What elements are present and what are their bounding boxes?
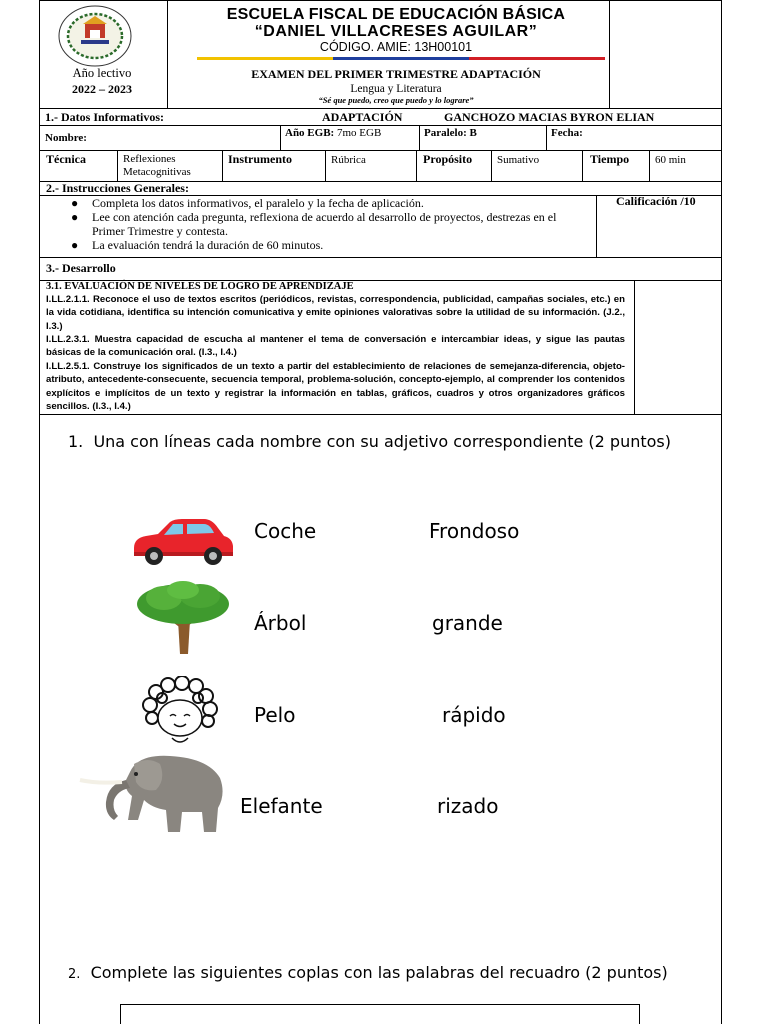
rule (325, 150, 326, 181)
word-box (120, 1004, 640, 1024)
question-2-text: Complete las siguientes coplas con las palabras del recuadro (2 puntos) (90, 963, 668, 982)
rule (39, 414, 722, 415)
rule (634, 280, 635, 414)
question-1-number: 1. (68, 432, 84, 451)
section-title-instructions: 2.- Instrucciones Generales: (46, 181, 189, 195)
instruction-item (68, 196, 588, 210)
rule (416, 150, 417, 181)
instruction-text: Completa los datos informativos, el paralelo y la fecha de aplicación. (92, 196, 424, 210)
school-year-label: Año lectivo (72, 66, 132, 80)
motto: “Sé que puedo, creo que puedo y lo lograre” (318, 95, 474, 105)
flag-stripe (197, 57, 605, 60)
date-label: Fecha: (551, 127, 583, 139)
rule (167, 0, 168, 108)
elephant-icon (78, 750, 230, 836)
school-logo (57, 4, 133, 68)
curly-hair-girl-icon (136, 676, 224, 752)
exam-title: EXAMEN DEL PRIMER TRIMESTRE ADAPTACIÓN (251, 67, 541, 81)
levels-title: 3.1. EVALUACIÓN DE NIVELES DE LOGRO DE APRENDIZAJE (46, 281, 354, 292)
rule (39, 125, 722, 126)
noun-elefante: Elefante (240, 794, 323, 818)
question-1 (68, 433, 671, 451)
rule (546, 125, 547, 150)
instrument-label: Instrumento (228, 152, 293, 166)
stripe-blue (333, 57, 469, 60)
noun-arbol: Árbol (254, 611, 307, 635)
adjective-grande: grande (432, 611, 503, 635)
question-2-number: 2. (68, 967, 81, 982)
stripe-yellow (197, 57, 333, 60)
rule (39, 257, 722, 258)
bullet-icon: ● (71, 238, 79, 252)
indicator-1: I.LL.2.1.1. Reconoce el uso de textos escritos (periódicos, revistas, correspondencia, publicidad, campañas sociales, etc.) en la vida cotidiana, identifica su intención comunicativa y emite opiniones valorativas sobre la utilidad de su información. (J.2., I.3.) (46, 294, 625, 332)
rule (39, 150, 722, 151)
bullet-icon: ● (71, 196, 79, 210)
time-label: Tiempo (590, 152, 630, 166)
grade-field (285, 127, 381, 140)
section-title-info: 1.- Datos Informativos: (45, 110, 164, 124)
indicator-2: I.LL.2.3.1. Muestra capacidad de escucha al mantener el tema de conversación e intercambiar ideas, y sigue las pautas básicas de la comunicación oral. (I.3., I.4.) (46, 334, 625, 359)
question-2 (68, 964, 668, 983)
noun-pelo: Pelo (254, 703, 296, 727)
grade-value: 7mo EGB (336, 127, 382, 139)
rule (419, 125, 420, 150)
rule (596, 195, 597, 257)
school-subtitle: “DANIEL VILLACRESES AGUILAR” (254, 23, 538, 40)
school-year: 2022 – 2023 (72, 82, 132, 96)
adjective-rapido: rápido (442, 703, 506, 727)
rule (117, 150, 118, 181)
bullet-icon: ● (71, 210, 79, 224)
purpose-value: Sumativo (497, 154, 540, 166)
time-value: 60 min (655, 154, 686, 166)
instructions-list (68, 196, 588, 252)
school-code: CÓDIGO. AMIE: 13H00101 (319, 40, 473, 54)
name-label: Nombre: (45, 132, 87, 144)
subject: Lengua y Literatura (350, 83, 442, 95)
instruction-text: La evaluación tendrá la duración de 60 minutos. (92, 238, 324, 252)
instruction-item (68, 210, 588, 238)
rule (491, 150, 492, 181)
instruction-text: Lee con atención cada pregunta, reflexiona de acuerdo al desarrollo de proyectos, destrezas en el Primer Trimestre y contesta. (92, 210, 557, 238)
rule (222, 150, 223, 181)
school-name: ESCUELA FISCAL DE EDUCACIÓN BÁSICA (226, 6, 566, 23)
rule (280, 125, 281, 150)
instruction-item (68, 238, 588, 252)
rule (39, 0, 722, 1)
instrument-value: Rúbrica (331, 154, 366, 166)
adaptation-label: ADAPTACIÓN (322, 110, 403, 124)
red-car-icon (128, 514, 236, 568)
student-name: GANCHOZO MACIAS BYRON ELIAN (444, 110, 655, 124)
indicator-3: I.LL.2.5.1. Construye los significados de un texto a partir del establecimiento de relaciones de semejanza-diferencia, objeto-atributo, antecedente-consecuente, secuencia temporal, problema-solución, concepto-ejemplo, al comprender los contenidos explícitos e implícitos de un texto y registrar la información en tablas, gráficos, cuadros y otros organizadores gráficos sencillos. (I.3., I.4.) (46, 361, 625, 413)
question-1-text: Una con líneas cada nombre con su adjetivo correspondiente (2 puntos) (93, 432, 672, 451)
grade-box-label: Calificación /10 (616, 194, 696, 208)
grade-label: Año EGB: (285, 127, 335, 139)
technique-label: Técnica (46, 152, 86, 166)
tree-icon (134, 580, 232, 658)
rule (609, 0, 610, 108)
noun-coche: Coche (254, 519, 317, 543)
rule (582, 150, 583, 181)
parallel-label: Paralelo: B (424, 127, 477, 139)
purpose-label: Propósito (423, 152, 473, 166)
adjective-rizado: rizado (437, 794, 499, 818)
adjective-frondoso: Frondoso (429, 519, 520, 543)
section-title-development: 3.- Desarrollo (46, 261, 116, 275)
rule (649, 150, 650, 181)
rule (39, 108, 722, 109)
stripe-red (469, 57, 605, 60)
technique-value: Reflexiones Metacognitivas (123, 153, 191, 178)
